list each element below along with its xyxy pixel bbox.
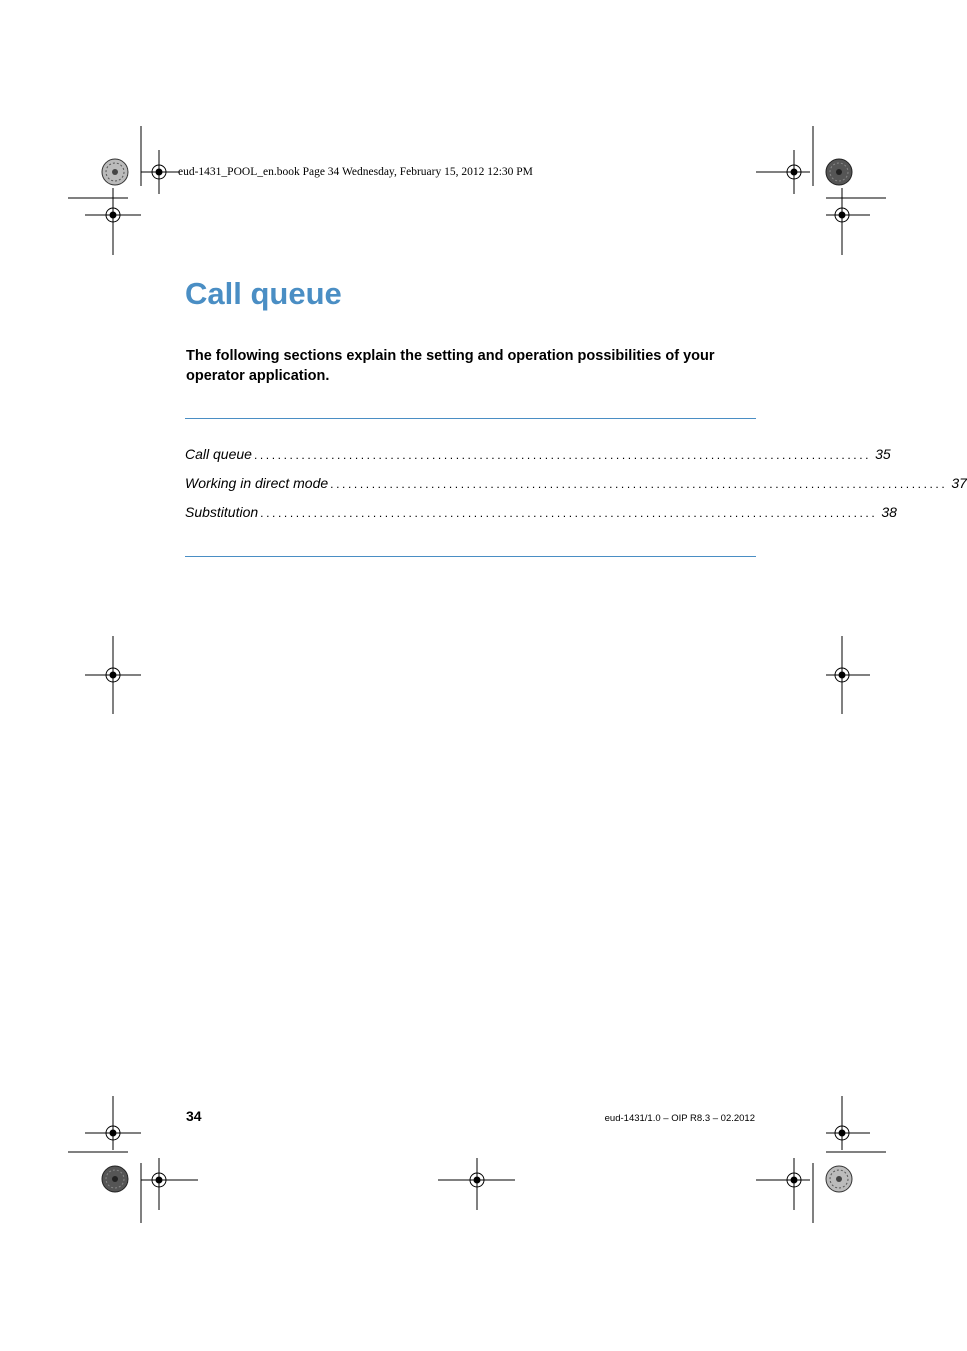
- star-target-icon: [826, 159, 852, 185]
- toc-label: Call queue: [185, 446, 252, 462]
- toc-page-number: 37: [951, 475, 967, 491]
- registration-mark-icon: [141, 1158, 198, 1210]
- page-title: Call queue: [185, 276, 342, 311]
- toc-entry[interactable]: [185, 504, 897, 524]
- print-header: eud-1431_POOL_en.book Page 34 Wednesday, February 15, 2012 12:30 PM: [178, 166, 533, 178]
- registration-mark-icon: [85, 1096, 141, 1150]
- toc-page-number: 35: [875, 446, 891, 462]
- toc-page-number: 38: [881, 504, 897, 520]
- registration-mark-icon: [438, 1158, 515, 1210]
- registration-mark-icon: [756, 150, 810, 194]
- divider-top: [185, 418, 756, 419]
- toc-leader-dots: ........................................................................................................: [253, 448, 872, 462]
- registration-mark-icon: [141, 150, 180, 194]
- registration-mark-icon: [756, 1158, 810, 1210]
- intro-paragraph: The following sections explain the setting and operation possibilities of your operator application.: [186, 348, 715, 384]
- toc-leader-dots: ........................................................................................................: [260, 506, 878, 520]
- toc-entry[interactable]: [185, 446, 891, 466]
- star-target-icon: [102, 159, 128, 185]
- registration-mark-icon: [826, 636, 870, 714]
- registration-mark-icon: [826, 1096, 870, 1150]
- star-target-icon: [826, 1166, 852, 1192]
- divider-bottom: [185, 556, 756, 557]
- page-number: 34: [186, 1108, 202, 1124]
- toc-entry[interactable]: [185, 475, 967, 495]
- registration-mark-icon: [85, 636, 141, 714]
- star-target-icon: [102, 1166, 128, 1192]
- toc-leader-dots: ........................................................................................................: [330, 477, 948, 491]
- star-targets: [102, 159, 852, 1192]
- toc-label: Working in direct mode: [185, 475, 329, 491]
- toc-label: Substitution: [185, 504, 259, 520]
- document-id: eud-1431/1.0 – OIP R8.3 – 02.2012: [604, 1113, 755, 1124]
